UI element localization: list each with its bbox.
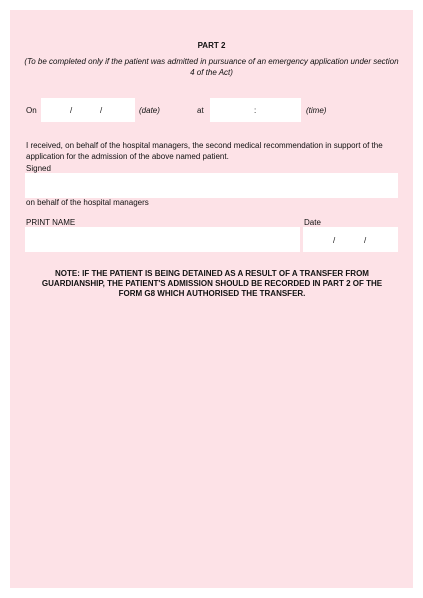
form-page <box>10 10 413 588</box>
time-hint: (time) <box>306 106 327 115</box>
signing-date-field[interactable] <box>303 227 398 252</box>
at-label: at <box>197 106 204 115</box>
date-label: Date <box>304 218 321 227</box>
signing-date-separator-1: / <box>333 236 336 245</box>
print-name-field[interactable] <box>25 227 300 252</box>
signed-label: Signed <box>26 164 51 173</box>
on-behalf-label: on behalf of the hospital managers <box>26 198 149 207</box>
date-hint: (date) <box>139 106 160 115</box>
signing-date-separator-2: / <box>364 236 367 245</box>
signature-field[interactable] <box>25 173 398 198</box>
on-label: On <box>26 106 37 115</box>
transfer-note: NOTE: IF THE PATIENT IS BEING DETAINED AS A RESULT OF A TRANSFER FROM GUARDIANSHIP, THE PATIENT'S ADMISSION SHOULD BE RECORDED IN PART 2 OF THE FORM G8 WHICH AUTHORISED THE TRANSFER. <box>41 269 383 298</box>
part-title: PART 2 <box>197 41 226 50</box>
date-separator-2: / <box>100 106 103 115</box>
admission-date-field[interactable] <box>41 98 135 122</box>
instruction-text: (To be completed only if the patient was admitted in pursuance of an emergency application under section 4 of the Act) <box>24 57 399 77</box>
date-separator-1: / <box>70 106 73 115</box>
statement-text: I received, on behalf of the hospital managers, the second medical recommendation in support of the application for the admission of the above named patient. <box>26 141 383 161</box>
time-separator: : <box>254 106 257 115</box>
print-name-label: PRINT NAME <box>26 218 76 227</box>
